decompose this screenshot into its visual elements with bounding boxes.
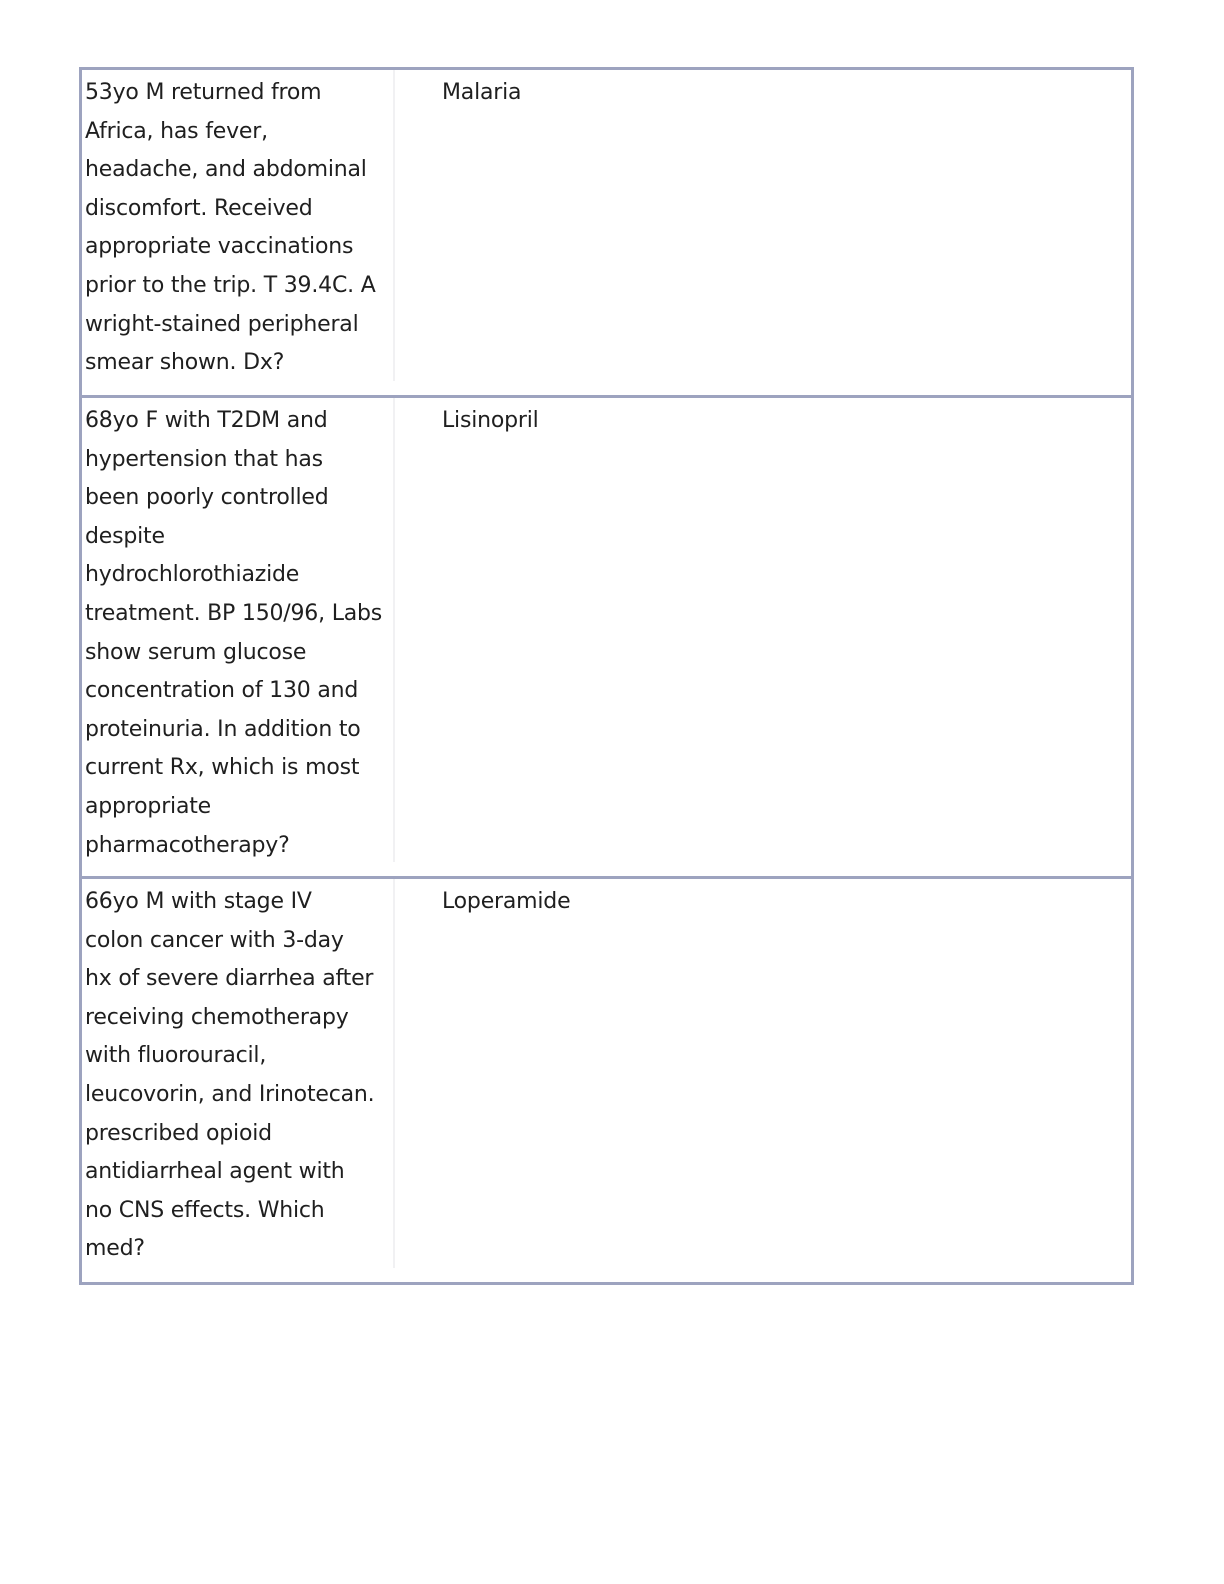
flashcard-term (82, 398, 395, 862)
term-line: appropriate (85, 793, 211, 819)
term-line: receiving chemotherapy (85, 1004, 349, 1030)
flashcard-row (82, 398, 1131, 879)
term-line: appropriate vaccinations (85, 234, 354, 260)
term-line: antidiarrheal agent with (85, 1159, 345, 1185)
term-line: prescribed opioid (85, 1120, 272, 1146)
term-line: current Rx, which is most (85, 755, 360, 781)
term-line: leucovorin, and Irinotecan. (85, 1081, 375, 1107)
term-line: prior to the trip. T 39.4C. A (85, 272, 376, 298)
term-line: hx of severe diarrhea after (85, 966, 374, 992)
term-line: show serum glucose (85, 639, 307, 665)
term-line: 53yo M returned from (85, 80, 322, 105)
term-line: with fluorouracil, (85, 1043, 267, 1069)
term-line: 68yo F with T2DM and (85, 408, 328, 433)
term-line: hydrochlorothiazide (85, 562, 300, 588)
term-line: Africa, has fever, (85, 118, 268, 144)
term-line: pharmacotherapy? (85, 832, 290, 858)
term-line: med? (85, 1236, 145, 1262)
term-line: been poorly controlled (85, 485, 329, 511)
term-line: colon cancer with 3-day (85, 927, 344, 953)
flashcard-row (82, 70, 1131, 398)
flashcard-row (82, 879, 1131, 1282)
term-line: no CNS effects. Which (85, 1197, 325, 1223)
term-line: 66yo M with stage IV (85, 889, 312, 914)
flashcard-term (82, 879, 395, 1268)
term-line: despite (85, 523, 165, 549)
term-line: proteinuria. In addition to (85, 716, 361, 742)
term-line: treatment. BP 150/96, Labs (85, 600, 383, 626)
flashcard-definition: Loperamide (442, 889, 571, 914)
term-line: concentration of 130 and (85, 678, 359, 704)
term-line: smear shown. Dx? (85, 350, 285, 376)
flashcard-term (82, 70, 395, 381)
flashcard-table (79, 67, 1134, 1285)
term-line: hypertension that has (85, 446, 323, 472)
term-line: wright-stained peripheral (85, 311, 359, 337)
flashcard-definition: Lisinopril (442, 408, 539, 433)
flashcard-definition: Malaria (442, 80, 522, 105)
term-line: discomfort. Received (85, 195, 313, 221)
term-line: headache, and abdominal (85, 157, 367, 183)
